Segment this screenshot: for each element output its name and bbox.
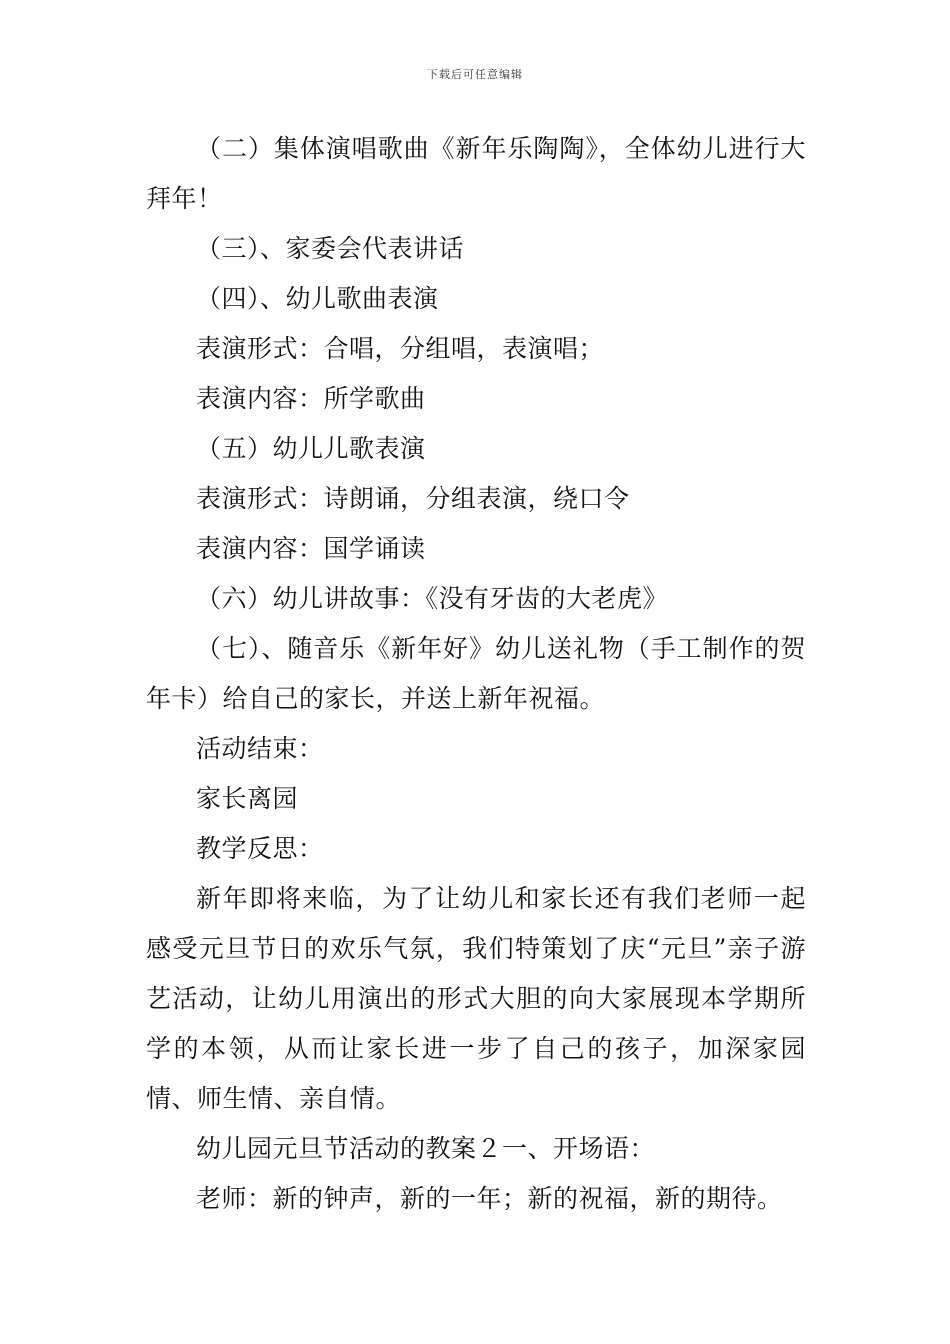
paragraph-section-3: （三）、家委会代表讲话: [196, 234, 465, 263]
paragraph-section-2: （二）集体演唱歌曲《新年乐陶陶》，全体幼儿进行大拜年！: [146, 134, 806, 213]
document-body: [146, 124, 806, 1224]
paragraph-section-6: （六）幼儿讲故事：《没有牙齿的大老虎》: [196, 584, 669, 613]
page-header: 下载后可任意编辑: [427, 68, 523, 81]
paragraph-section-5: （五）幼儿儿歌表演: [196, 434, 426, 463]
paragraph-activity-end: 活动结束：: [196, 734, 324, 763]
paragraph-section-7: （七）、随音乐《新年好》幼儿送礼物（手工制作的贺年卡）给自己的家长，并送上新年祝福。: [146, 634, 806, 713]
paragraph-content-1: 表演内容：所学歌曲: [196, 384, 426, 413]
paragraph-reflection-heading: 教学反思：: [196, 834, 324, 863]
paragraph-form-1: 表演形式：合唱，分组唱，表演唱；: [196, 334, 605, 363]
paragraph-form-2: 表演形式：诗朗诵，分组表演，绕口令: [196, 484, 630, 513]
paragraph-teacher-line: 老师：新的钟声，新的一年；新的祝福，新的期待。: [196, 1184, 783, 1213]
paragraph-parents-leave: 家长离园: [196, 784, 299, 813]
paragraph-content-2: 表演内容：国学诵读: [196, 534, 426, 563]
paragraph-plan-2-opening: 幼儿园元旦节活动的教案２一、开场语：: [196, 1134, 656, 1163]
paragraph-section-4: （四）、幼儿歌曲表演: [196, 284, 439, 313]
paragraph-reflection-body: 新年即将来临，为了让幼儿和家长还有我们老师一起感受元旦节日的欢乐气氛，我们特策划了庆“元旦”亲子游艺活动，让幼儿用演出的形式大胆的向大家展现本学期所学的本领，从而让家长进一步了自己的孩子，加深家园情、师生情、亲自情。: [146, 884, 806, 1113]
